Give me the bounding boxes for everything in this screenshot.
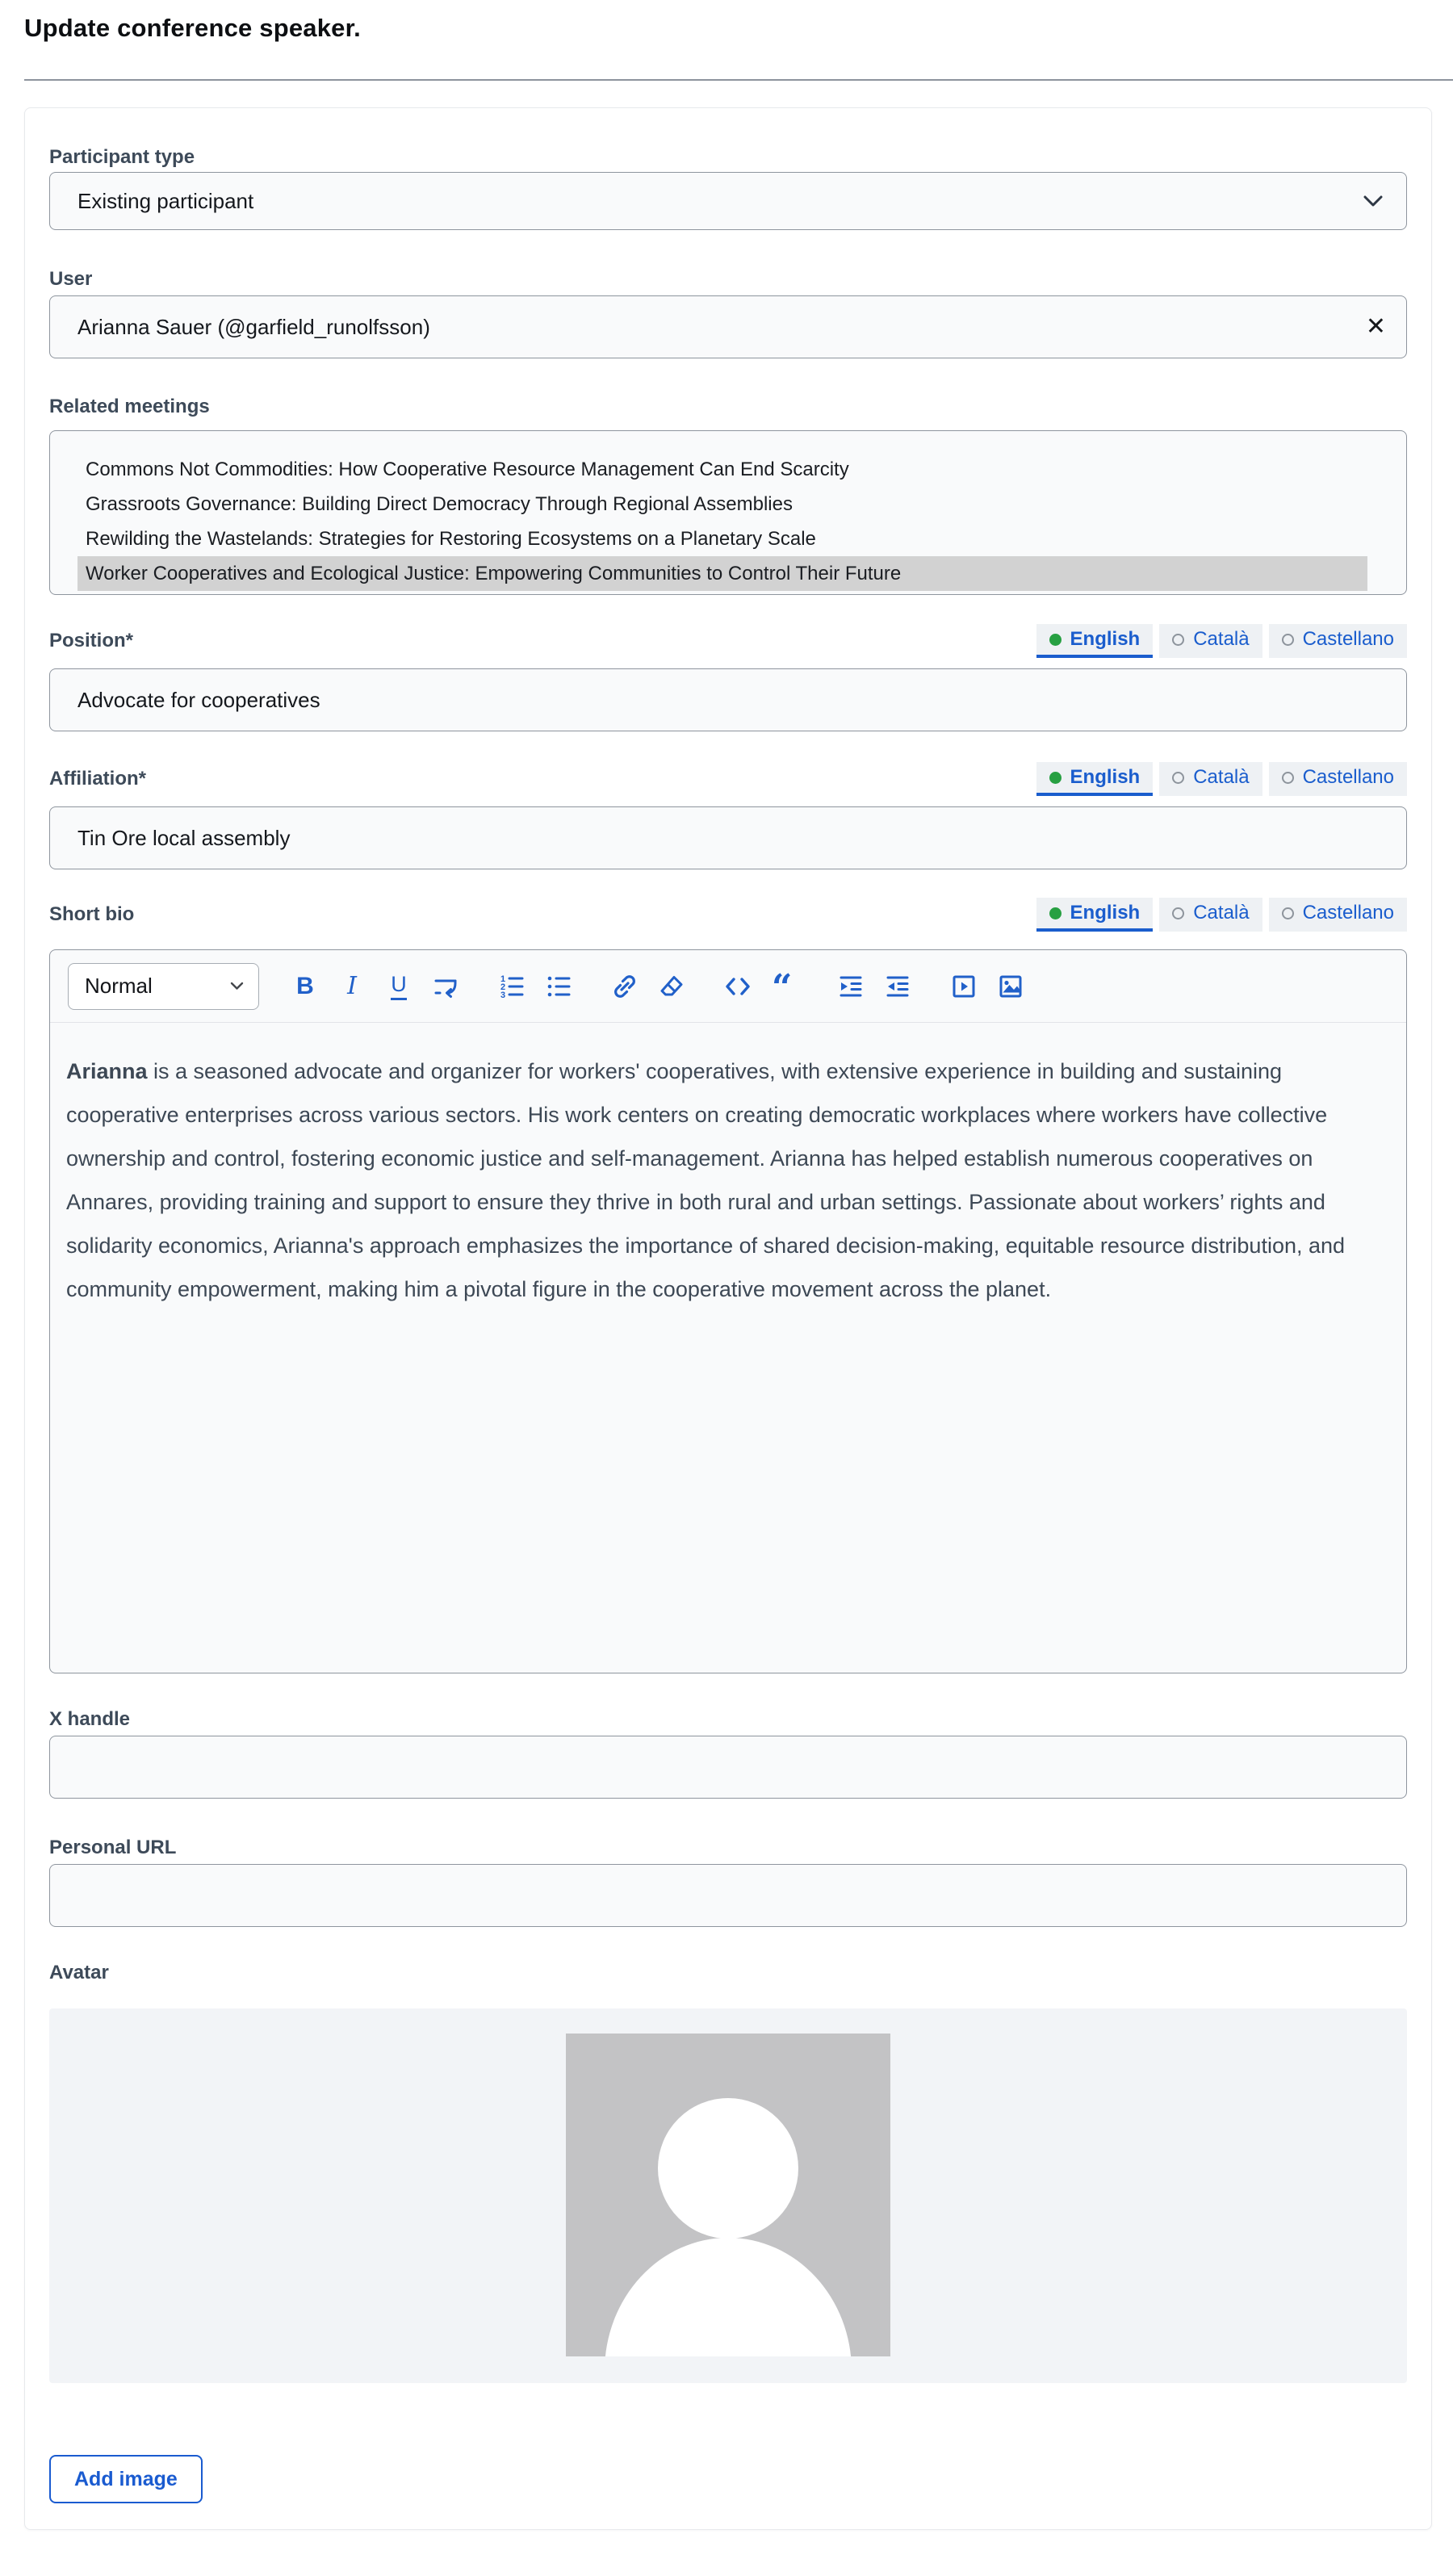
blockquote-icon[interactable]	[766, 968, 803, 1005]
related-meetings-label: Related meetings	[49, 396, 210, 417]
radio-unselected-icon	[1282, 634, 1294, 646]
bio-editor-body[interactable]	[50, 1023, 1406, 1673]
line-break-icon[interactable]	[427, 968, 464, 1005]
lang-tab-castellano[interactable]: Castellano	[1269, 624, 1407, 658]
lang-tab-catala[interactable]: Català	[1159, 898, 1262, 932]
page-title: Update conference speaker.	[24, 14, 361, 42]
affiliation-label: Affiliation*	[49, 768, 146, 790]
participant-type-label: Participant type	[49, 146, 195, 168]
field-user	[49, 267, 1407, 358]
speaker-form-card	[24, 107, 1432, 2530]
radio-selected-icon	[1049, 907, 1061, 919]
language-selector	[1036, 898, 1407, 932]
lang-tab-english[interactable]: English	[1036, 762, 1154, 796]
field-avatar	[49, 1961, 1407, 2383]
add-image-button[interactable]: Add image	[49, 2455, 203, 2503]
radio-unselected-icon	[1282, 907, 1294, 919]
language-selector	[1036, 624, 1407, 658]
radio-unselected-icon	[1172, 634, 1184, 646]
radio-selected-icon	[1049, 634, 1061, 646]
underline-button[interactable]: U	[380, 968, 417, 1005]
page-header	[0, 0, 1453, 44]
personal-url-input[interactable]	[49, 1864, 1407, 1927]
clear-formatting-icon[interactable]	[653, 968, 690, 1005]
short-bio-label: Short bio	[49, 903, 135, 925]
chevron-down-icon	[1363, 195, 1384, 207]
language-selector	[1036, 762, 1407, 796]
svg-text:3: 3	[500, 990, 506, 1000]
lang-tab-catala[interactable]: Català	[1159, 762, 1262, 796]
participant-type-select[interactable]	[49, 172, 1407, 230]
indent-icon[interactable]	[832, 968, 869, 1005]
field-short-bio	[49, 898, 1407, 1673]
related-meetings-listbox[interactable]	[49, 430, 1407, 595]
clear-user-icon[interactable]: ✕	[1365, 313, 1386, 340]
meeting-option-selected[interactable]: Worker Cooperatives and Ecological Justice: Empowering Communities to Control Their Future	[77, 556, 1367, 591]
bullet-list-icon[interactable]	[540, 968, 577, 1005]
lang-tab-english[interactable]: English	[1036, 898, 1154, 932]
bio-paragraph	[66, 1049, 1388, 1311]
field-affiliation	[49, 762, 1407, 869]
bio-bold-lead: Arianna	[66, 1059, 148, 1083]
italic-button[interactable]: I	[347, 972, 357, 1000]
field-x-handle	[49, 1707, 1407, 1799]
field-personal-url	[49, 1836, 1407, 1927]
participant-type-value: Existing participant	[77, 188, 254, 213]
text-style-value: Normal	[85, 974, 153, 998]
field-position	[49, 624, 1407, 731]
svg-text:2: 2	[500, 982, 506, 992]
chevron-down-icon	[230, 982, 244, 991]
radio-unselected-icon	[1282, 772, 1294, 784]
affiliation-input[interactable]	[49, 806, 1407, 869]
header-divider	[24, 79, 1453, 81]
meeting-option[interactable]: Rewilding the Wastelands: Strategies for Restoring Ecosystems on a Planetary Scale	[86, 528, 816, 550]
image-icon[interactable]	[992, 968, 1029, 1005]
x-handle-label: X handle	[49, 1708, 131, 1730]
field-related-meetings	[49, 395, 1407, 595]
svg-text:1: 1	[500, 974, 506, 984]
user-label: User	[49, 268, 93, 290]
radio-unselected-icon	[1172, 772, 1184, 784]
link-icon[interactable]	[606, 968, 643, 1005]
user-input[interactable]	[49, 295, 1407, 358]
field-participant-type	[49, 145, 1407, 230]
x-handle-input[interactable]	[49, 1736, 1407, 1799]
svg-text:“: “	[772, 972, 793, 1000]
lang-tab-catala[interactable]: Català	[1159, 624, 1262, 658]
text-style-dropdown[interactable]	[68, 963, 259, 1010]
lang-tab-english[interactable]: English	[1036, 624, 1154, 658]
meeting-option[interactable]: Commons Not Commodities: How Cooperative Resource Management Can End Scarcity	[86, 459, 849, 480]
outdent-icon[interactable]	[879, 968, 916, 1005]
code-icon[interactable]	[719, 968, 756, 1005]
lang-tab-castellano[interactable]: Castellano	[1269, 898, 1407, 932]
avatar-label: Avatar	[49, 1962, 109, 1983]
position-label: Position*	[49, 630, 134, 651]
editor-toolbar	[50, 950, 1406, 1023]
position-input[interactable]	[49, 668, 1407, 731]
person-head-icon	[658, 2098, 798, 2239]
bio-body-text: is a seasoned advocate and organizer for workers' cooperatives, with extensive experience in building and sustaining cooperative enterprises across various sectors. His work centers on creating democratic workplaces where workers have collective ownership and control, fostering economic justice and self-management. Arianna has helped establish numerous cooperatives on Annares, providing training and support to ensure they thrive in both rural and urban settings. Passionate about workers’ rights and solidarity economics, Arianna's approach emphasizes the importance of shared decision-making, equitable resource distribution, and community empowerment, making him a pivotal figure in the cooperative movement across the planet.	[66, 1059, 1346, 1301]
radio-selected-icon	[1049, 772, 1061, 784]
lang-tab-castellano[interactable]: Castellano	[1269, 762, 1407, 796]
avatar-preview-area	[49, 2008, 1407, 2383]
video-icon[interactable]	[945, 968, 982, 1005]
meeting-option[interactable]: Grassroots Governance: Building Direct Democracy Through Regional Assemblies	[86, 493, 793, 515]
ordered-list-icon[interactable]	[493, 968, 530, 1005]
bold-button[interactable]: B	[296, 972, 314, 999]
personal-url-label: Personal URL	[49, 1837, 177, 1858]
avatar-placeholder-image	[566, 2034, 890, 2356]
rich-text-editor	[49, 949, 1407, 1673]
radio-unselected-icon	[1172, 907, 1184, 919]
